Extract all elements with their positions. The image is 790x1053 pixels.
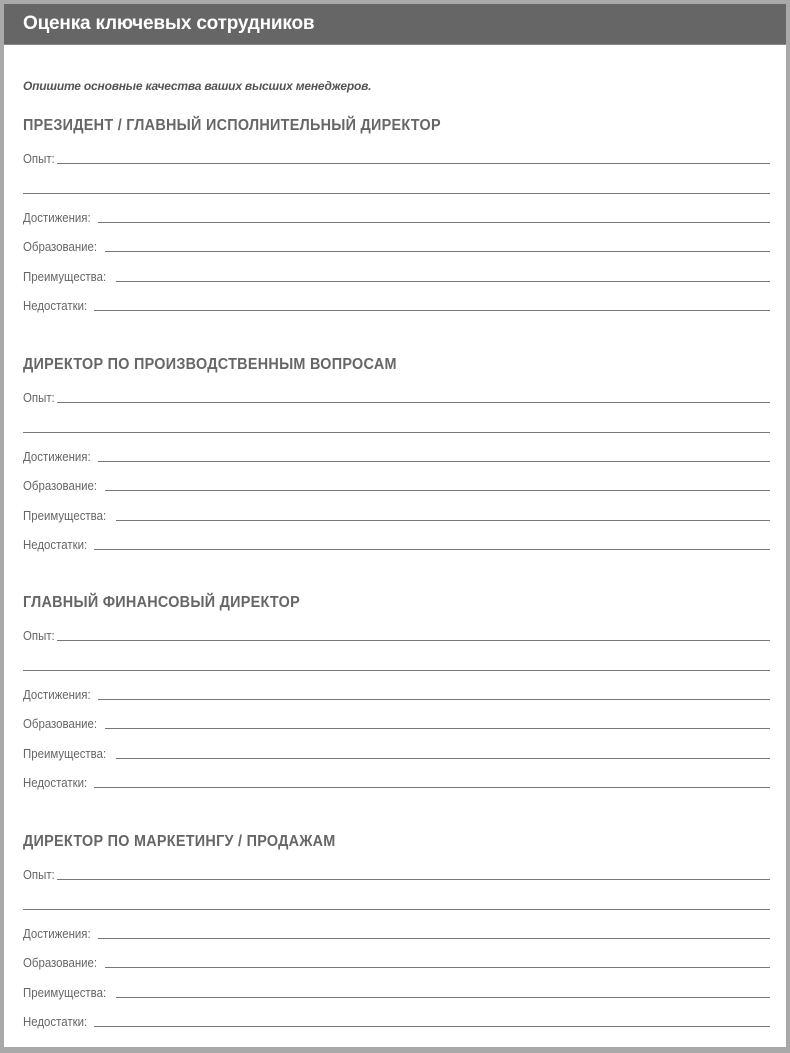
fill-in-line[interactable]	[23, 909, 770, 910]
field-label: Достижения:	[23, 926, 91, 941]
field-label: Преимущества:	[23, 508, 107, 523]
section-title: ДИРЕКТОР ПО МАРКЕТИНГУ / ПРОДАЖАМ	[23, 833, 336, 850]
field-label: Преимущества:	[23, 985, 107, 1000]
field-label: Образование:	[23, 955, 98, 970]
fill-in-line[interactable]	[94, 787, 770, 788]
form-field-row	[23, 147, 770, 167]
form-field-row	[23, 265, 770, 285]
form-field-row	[23, 386, 770, 406]
form-field-row	[23, 712, 770, 732]
form-field-row	[23, 474, 770, 494]
fill-in-line[interactable]	[57, 402, 770, 403]
fill-in-line[interactable]	[57, 163, 770, 164]
fill-in-line[interactable]	[98, 222, 770, 223]
form-field-row	[23, 922, 770, 942]
field-label: Недостатки:	[23, 537, 88, 552]
field-label: Образование:	[23, 478, 98, 493]
fill-in-line[interactable]	[116, 520, 771, 521]
fill-in-line[interactable]	[57, 879, 770, 880]
field-label: Образование:	[23, 716, 98, 731]
fill-in-line[interactable]	[105, 728, 770, 729]
fill-in-line[interactable]	[98, 461, 770, 462]
fill-in-line[interactable]	[23, 670, 770, 671]
fill-in-line[interactable]	[98, 699, 770, 700]
section-1	[23, 117, 770, 337]
field-label: Опыт:	[23, 867, 55, 882]
form-field-row	[23, 624, 770, 644]
field-label: Недостатки:	[23, 298, 88, 313]
form-field-row	[23, 504, 770, 524]
section-title: ДИРЕКТОР ПО ПРОИЗВОДСТВЕННЫМ ВОПРОСАМ	[23, 356, 397, 373]
fill-in-line[interactable]	[105, 967, 770, 968]
fill-in-line[interactable]	[116, 758, 771, 759]
form-field-row	[23, 445, 770, 465]
fill-in-line[interactable]	[23, 193, 770, 194]
form-field-row	[23, 863, 770, 883]
field-label: Опыт:	[23, 390, 55, 405]
fill-in-line[interactable]	[94, 1026, 770, 1027]
section-title: ПРЕЗИДЕНТ / ГЛАВНЫЙ ИСПОЛНИТЕЛЬНЫЙ ДИРЕКТОР	[23, 117, 441, 134]
form-field-row	[23, 177, 770, 197]
fill-in-line[interactable]	[98, 938, 770, 939]
form-page	[4, 4, 786, 1047]
section-title: ГЛАВНЫЙ ФИНАНСОВЫЙ ДИРЕКТОР	[23, 594, 300, 611]
section-3	[23, 594, 770, 814]
form-field-row	[23, 981, 770, 1001]
form-field-row	[23, 683, 770, 703]
field-label: Опыт:	[23, 628, 55, 643]
fill-in-line[interactable]	[57, 640, 770, 641]
fill-in-line[interactable]	[105, 490, 770, 491]
fill-in-line[interactable]	[94, 549, 770, 550]
form-field-row	[23, 893, 770, 913]
form-field-row	[23, 533, 770, 553]
form-field-row	[23, 951, 770, 971]
field-label: Недостатки:	[23, 1014, 88, 1029]
form-field-row	[23, 235, 770, 255]
section-2	[23, 356, 770, 576]
field-label: Достижения:	[23, 210, 91, 225]
field-label: Достижения:	[23, 687, 91, 702]
fill-in-line[interactable]	[116, 997, 771, 998]
field-label: Преимущества:	[23, 746, 107, 761]
fill-in-line[interactable]	[105, 251, 770, 252]
page-title: Оценка ключевых сотрудников	[23, 13, 315, 34]
form-field-row	[23, 654, 770, 674]
form-field-row	[23, 771, 770, 791]
fill-in-line[interactable]	[116, 281, 771, 282]
field-label: Преимущества:	[23, 269, 107, 284]
fill-in-line[interactable]	[94, 310, 770, 311]
form-field-row	[23, 1010, 770, 1030]
field-label: Образование:	[23, 239, 98, 254]
field-label: Недостатки:	[23, 775, 88, 790]
fill-in-line[interactable]	[23, 432, 770, 433]
form-field-row	[23, 742, 770, 762]
form-field-row	[23, 416, 770, 436]
header-bar	[4, 4, 786, 45]
field-label: Достижения:	[23, 449, 91, 464]
field-label: Опыт:	[23, 151, 55, 166]
form-field-row	[23, 294, 770, 314]
section-4	[23, 833, 770, 1053]
form-field-row	[23, 206, 770, 226]
form-instructions: Опишите основные качества ваших высших менеджеров.	[23, 79, 372, 93]
